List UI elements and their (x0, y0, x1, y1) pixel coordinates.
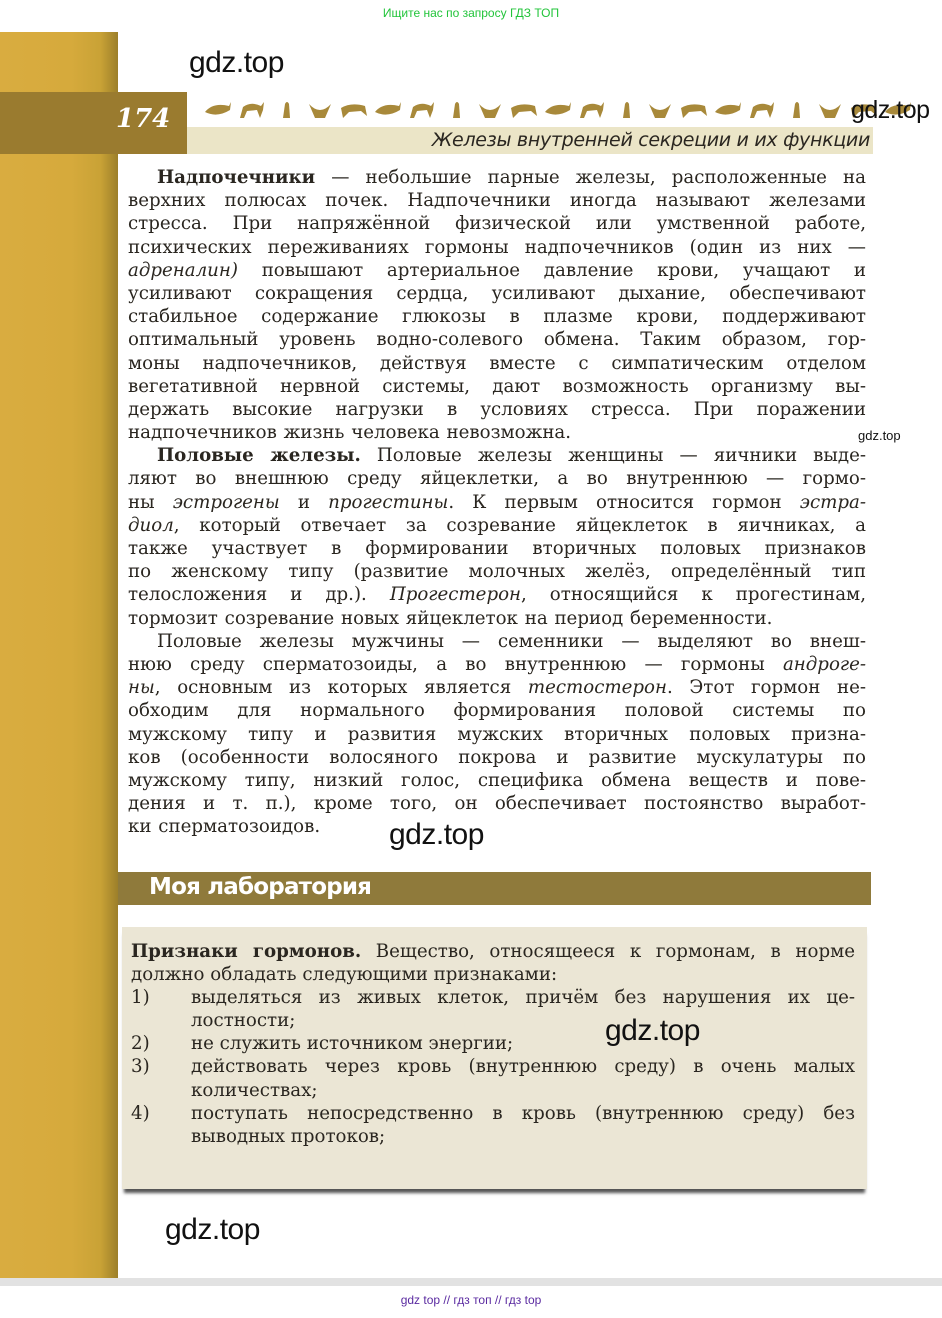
bold-term: Признаки гормонов. (131, 941, 362, 962)
text-line (128, 491, 866, 514)
text-segment: ки сперматозоидов. (128, 816, 321, 838)
text-segment: , относящийся к прогестинам, (521, 584, 866, 606)
text-line (128, 328, 866, 351)
page-spine-bar (0, 32, 118, 1278)
text-line (128, 723, 866, 746)
text-segment: выводных протоков; (191, 1125, 386, 1147)
text-segment: также участвует в формировании вторичных половых признаков (128, 538, 866, 559)
text-segment: усиливают сокращения сердца, усиливают дыхание, обеспечивают (128, 282, 866, 304)
animal-silhouette-icon (815, 98, 845, 120)
text-segment: должно обладать следующими признаками: (131, 964, 558, 986)
text-segment: количествах; (191, 1079, 318, 1101)
text-line (128, 653, 866, 676)
text-line (128, 352, 866, 375)
body-text (128, 166, 866, 838)
text-line (128, 815, 866, 838)
italic-term: адреналин) (128, 259, 238, 281)
italic-term: Прогестерон (389, 584, 522, 606)
text-segment: — небольшие парные железы, расположенные на (315, 167, 866, 188)
text-segment: психических переживаниях гормоны надпочечников (один из них — (128, 236, 866, 258)
text-segment: мужскому типу, низкий голос, специфика обмена веществ и пове- (128, 769, 866, 791)
text-segment: держать высокие нагрузки в условиях стресса. При поражении (128, 398, 866, 420)
watermark: gdz.top (605, 1014, 700, 1047)
text-line (128, 560, 866, 583)
text-segment: , который отвечает за созревание яйцеклеток в яичниках, а (173, 514, 866, 536)
text-line (131, 1032, 855, 1055)
text-segment: Половые железы мужчины — семенники — выделяют во внеш- (157, 630, 866, 652)
text-line (128, 236, 866, 259)
text-segment: оптимальный уровень водно-солевого обмена. Таким образом, гор- (128, 329, 866, 351)
text-line (128, 746, 866, 769)
italic-term: диол (128, 514, 174, 536)
text-segment: , основным из которых является (154, 677, 528, 699)
text-segment: телосложения и др.). (128, 584, 390, 606)
text-line (128, 537, 866, 560)
italic-term: прогестины (328, 491, 449, 513)
text-line (128, 375, 866, 398)
italic-term: андроге- (782, 653, 866, 675)
animal-silhouette-icon (645, 98, 675, 120)
text-segment: нюю среду сперматозоиды, а во внутреннюю — гормоны (128, 653, 783, 675)
text-segment: вегетативной нервной системы, дают возможность организму вы- (128, 375, 866, 397)
text-line (131, 1125, 855, 1148)
watermark: gdz.top (165, 1213, 260, 1246)
text-segment: лостности; (191, 1010, 296, 1032)
text-line (128, 467, 866, 490)
animal-silhouette-strip (203, 98, 913, 120)
text-line (128, 398, 866, 421)
list-number: 2) (131, 1033, 150, 1055)
text-line (128, 444, 866, 467)
text-line (128, 212, 866, 235)
animal-silhouette-icon (203, 98, 233, 120)
watermark: gdz.top (189, 46, 284, 79)
text-segment: стабильное содержание глюкозы в плазме крови, поддерживают (128, 306, 866, 328)
animal-silhouette-icon (373, 98, 403, 120)
text-segment: верхних полюсах почек. Надпочечники иногда называют железами (128, 190, 866, 212)
text-segment: действовать через кровь (внутреннюю среду) в очень малых (191, 1056, 855, 1078)
list-number: 1) (131, 987, 150, 1009)
animal-silhouette-icon (713, 98, 743, 120)
text-segment: ны (128, 491, 173, 513)
text-segment: Половые железы женщины — яичники выде- (360, 445, 866, 467)
text-line (128, 259, 866, 282)
lab-section-title: Моя лаборатория (149, 874, 372, 900)
text-segment: Вещество, относящееся к гормонам, в норме (361, 941, 855, 962)
text-line (131, 986, 855, 1009)
text-segment: ляют во внешнюю среду яйцеклетки, а во внутреннюю — гормо- (128, 468, 866, 490)
text-segment: ков (особенности волосяного покрова и развитие мускулатуры по (128, 746, 866, 768)
text-line (131, 1102, 855, 1125)
text-line (131, 1009, 855, 1032)
bold-term: Половые железы. (157, 445, 361, 467)
text-segment: мужскому типу и развития мужских вторичных половых призна- (128, 723, 866, 745)
text-line (128, 792, 866, 815)
watermark: gdz.top (851, 96, 930, 124)
watermark: gdz.top (389, 818, 484, 851)
text-line (128, 676, 866, 699)
text-segment: по женскому типу (развитие молочных желёз, определённый тип (128, 561, 866, 583)
footer-links[interactable]: gdz top // гдз топ // гдз top (400, 1293, 542, 1307)
text-line (128, 282, 866, 305)
text-line (128, 630, 866, 653)
text-segment: не служить источником энергии; (191, 1033, 514, 1055)
text-segment: стресса. При напряжённой физической или умственной работе, (128, 213, 866, 235)
animal-silhouette-icon (271, 98, 301, 120)
animal-silhouette-icon (441, 98, 471, 120)
text-line (128, 607, 866, 630)
text-segment: дения и т. п.), кроме того, он обеспечивает постоянство выработ- (128, 793, 866, 815)
text-line (128, 189, 866, 212)
lab-text (131, 940, 855, 1148)
page-number: 174 (116, 104, 171, 134)
animal-silhouette-icon (577, 98, 607, 120)
text-segment: моны надпочечников, действуя вместе с симпатическим отделом (128, 352, 866, 374)
animal-silhouette-icon (781, 98, 811, 120)
italic-term: эстра- (799, 491, 867, 513)
animal-silhouette-icon (611, 98, 641, 120)
page-bottom-edge (0, 1278, 942, 1286)
text-line (128, 769, 866, 792)
text-segment: повышают артериальное давление крови, учащают и (237, 259, 866, 281)
animal-silhouette-icon (475, 98, 505, 120)
italic-term: тестостерон (527, 677, 667, 699)
chapter-title: Железы внутренней секреции и их функции (431, 129, 870, 151)
text-line (128, 699, 866, 722)
text-segment: . Этот гормон не- (667, 677, 866, 699)
text-segment: . К первым относится гормон (448, 491, 800, 513)
text-segment: поступать непосредственно в кровь (внутреннюю среду) без (191, 1102, 855, 1124)
text-segment: обходим для нормального формирования половой системы по (128, 700, 866, 722)
text-segment: тормозит созревание новых яйцеклеток на период беременности. (128, 607, 773, 629)
animal-silhouette-icon (407, 98, 437, 120)
animal-silhouette-icon (237, 98, 267, 120)
text-line (128, 514, 866, 537)
animal-silhouette-icon (543, 98, 573, 120)
animal-silhouette-icon (339, 98, 369, 120)
watermark: gdz.top (858, 428, 901, 443)
animal-silhouette-icon (679, 98, 709, 120)
list-number: 3) (131, 1056, 150, 1078)
list-number: 4) (131, 1102, 150, 1124)
text-line (128, 421, 866, 444)
text-segment: выделяться из живых клеток, причём без нарушения их це- (191, 987, 855, 1009)
italic-term: эстрогены (172, 491, 280, 513)
text-line (131, 963, 855, 986)
animal-silhouette-icon (305, 98, 335, 120)
text-line (128, 166, 866, 189)
text-line (131, 940, 855, 963)
text-line (128, 305, 866, 328)
text-line (131, 1055, 855, 1078)
text-line (128, 583, 866, 606)
italic-term: ны (128, 677, 155, 699)
search-hint: Ищите нас по запросу ГДЗ ТОП (382, 6, 560, 20)
animal-silhouette-icon (747, 98, 777, 120)
animal-silhouette-icon (509, 98, 539, 120)
text-segment: и (279, 491, 329, 513)
text-segment: надпочечников жизнь человека невозможна. (128, 422, 572, 444)
text-line (131, 1079, 855, 1102)
bold-term: Надпочечники (157, 167, 316, 188)
